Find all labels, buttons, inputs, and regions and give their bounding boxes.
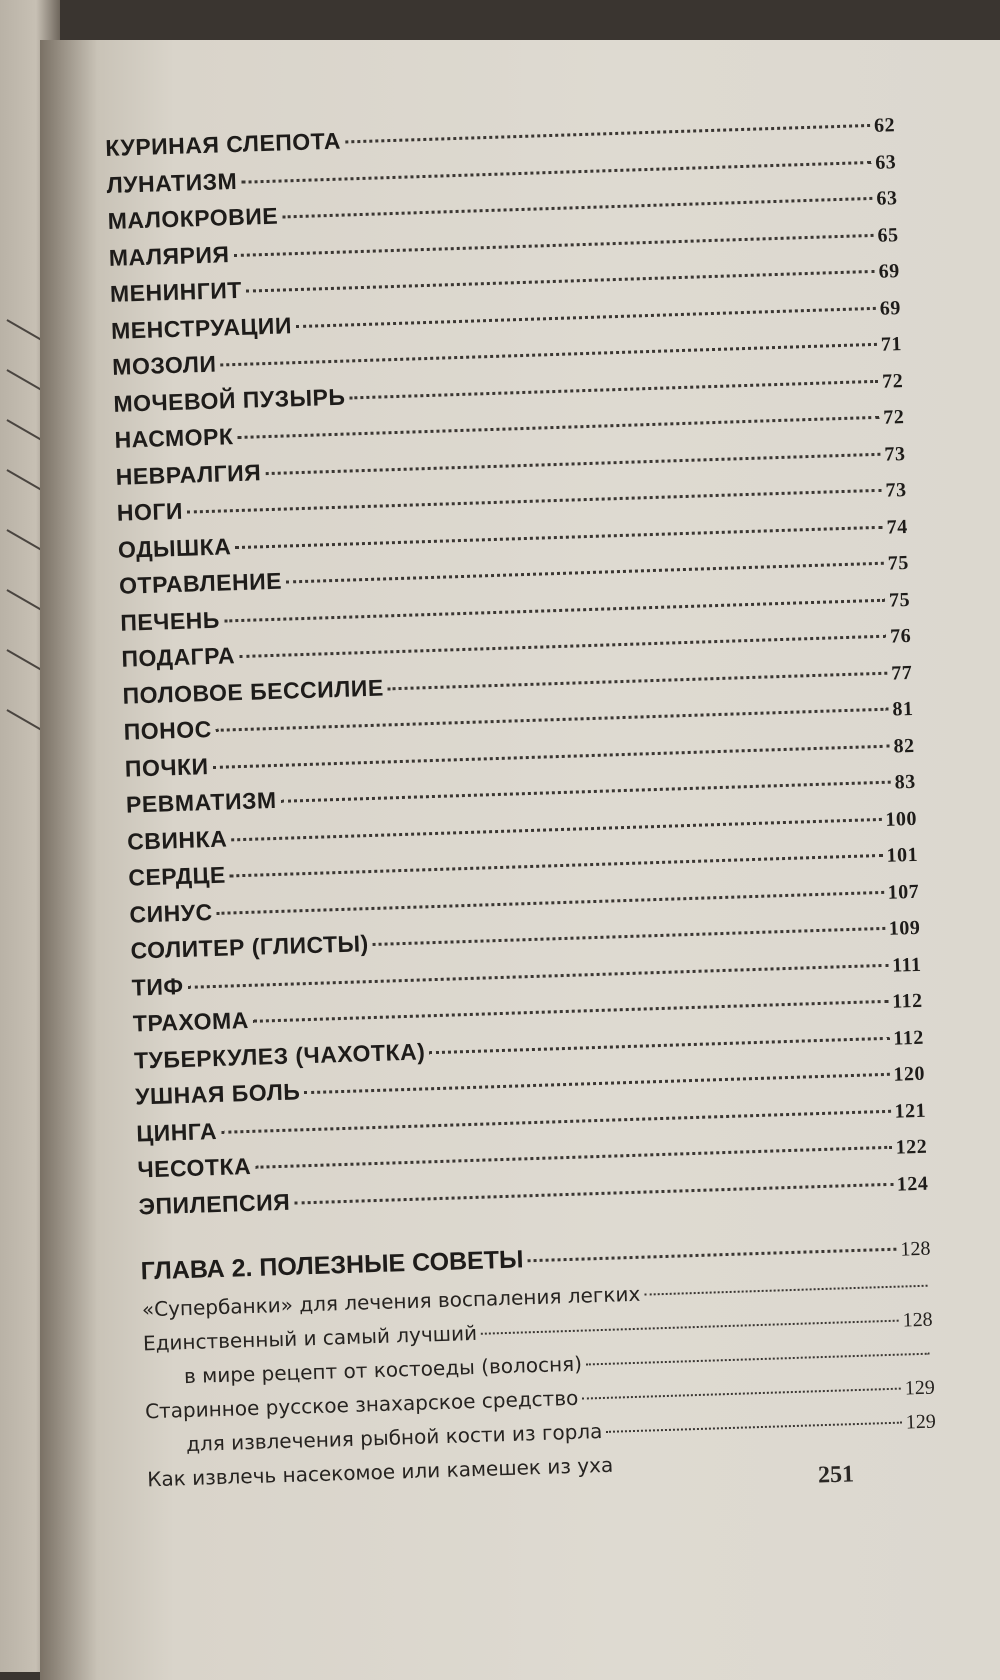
toc-entry-page: 69: [878, 260, 901, 283]
leader-dots: [429, 1036, 889, 1053]
leader-dots: [586, 1353, 930, 1366]
leader-dots: [373, 927, 885, 946]
leader-dots: [304, 1073, 889, 1094]
toc-entry-title: ПОДАГРА: [121, 642, 236, 672]
leader-dots: [241, 160, 871, 183]
advice-entry-page: 128: [902, 1308, 933, 1332]
toc-entry-page: 83: [894, 770, 917, 794]
leader-dots: [349, 379, 878, 399]
leader-dots: [527, 1248, 896, 1263]
leader-dots: [220, 343, 877, 367]
toc-entry-title: РЕВМАТИЗМ: [125, 786, 277, 818]
toc-entry-title: НОГИ: [116, 497, 184, 526]
toc-entry-title: СЕРДЦЕ: [127, 861, 227, 891]
leader-dots: [281, 781, 891, 803]
toc-entry-title: НЕВРАЛГИЯ: [115, 458, 262, 490]
page-number: 251: [817, 1461, 855, 1489]
toc-entry-title: СВИНКА: [126, 825, 228, 855]
toc-entry-page: 82: [893, 734, 915, 758]
toc-entry-title: МОЧЕВОЙ ПУЗЫРЬ: [113, 383, 346, 417]
advice-entry-title: Старинное русское знахарское средство: [144, 1385, 579, 1424]
toc-entry-page: 71: [880, 333, 903, 356]
toc-entry-page: 63: [876, 187, 898, 210]
toc-entry-page: 112: [891, 989, 923, 1013]
leader-dots: [294, 1182, 893, 1204]
leader-dots: [233, 233, 873, 256]
toc-entry-title: МОЗОЛИ: [111, 350, 217, 380]
leader-dots: [582, 1388, 901, 1400]
toc-entry-title: ЛУНАТИЗМ: [106, 167, 238, 198]
toc-entry-page: 73: [885, 479, 907, 502]
advice-entry-title: в мире рецепт от костоеды (волосня): [183, 1351, 583, 1389]
toc-entry-page: 74: [886, 515, 909, 539]
toc-entry-page: 122: [895, 1135, 928, 1159]
toc-entry-title: ЦИНГА: [135, 1117, 218, 1147]
toc-entry-title: МЕНИНГИТ: [109, 276, 243, 307]
toc-entry-page: 124: [896, 1172, 929, 1196]
leader-dots: [253, 1000, 888, 1023]
leader-dots: [286, 562, 884, 584]
toc-entry-title: НАСМОРК: [114, 423, 234, 453]
advice-entry-title: Как извлечь насекомое или камешек из уха: [146, 1452, 614, 1492]
toc-entry-title: КУРИНАЯ СЛЕПОТА: [105, 127, 342, 161]
toc-entry-title: ПЕЧЕНЬ: [119, 606, 221, 636]
table-of-contents: [105, 110, 938, 1501]
toc-entry-page: 63: [874, 150, 897, 174]
leader-dots: [230, 854, 883, 878]
chapter-title: ГЛАВА 2. ПОЛЕЗНЫЕ СОВЕТЫ: [140, 1245, 524, 1286]
toc-entry-page: 62: [873, 114, 896, 137]
toc-entry-title: ТУБЕРКУЛЕЗ (ЧАХОТКА): [133, 1037, 426, 1074]
toc-entry-page: 101: [886, 843, 919, 867]
toc-entry-title: ОДЫШКА: [117, 532, 232, 563]
toc-entry-page: 107: [887, 880, 920, 904]
toc-entry-page: 75: [887, 551, 910, 575]
advice-entry-page: 129: [904, 1376, 936, 1400]
toc-entry-title: МАЛЯРИЯ: [108, 240, 230, 271]
leader-dots: [239, 635, 886, 658]
leader-dots: [345, 124, 870, 144]
toc-entry-title: МЕНСТРУАЦИИ: [110, 311, 293, 344]
leader-dots: [296, 306, 876, 327]
leader-dots: [246, 270, 875, 293]
toc-entry-page: 121: [894, 1099, 927, 1123]
advice-entry-page: 129: [905, 1410, 937, 1434]
toc-entry-page: 100: [885, 807, 918, 831]
toc-entry-title: ЧЕСОТКА: [137, 1152, 252, 1183]
toc-entry-page: 111: [891, 953, 922, 977]
toc-entry-title: УШНАЯ БОЛЬ: [134, 1078, 301, 1110]
toc-entry-page: 72: [881, 369, 904, 393]
toc-entries: [105, 110, 929, 1229]
toc-entry-title: СИНУС: [129, 898, 214, 928]
toc-entry-title: ПОЧКИ: [124, 752, 209, 782]
toc-entry-title: СОЛИТЕР (ГЛИСТЫ): [130, 930, 370, 964]
toc-entry-title: ЭПИЛЕПСИЯ: [138, 1188, 291, 1219]
toc-entry-page: 75: [888, 588, 911, 612]
toc-entry-page: 76: [889, 624, 912, 648]
leader-dots: [644, 1285, 927, 1296]
toc-entry-page: 77: [890, 661, 913, 685]
toc-entry-page: 72: [882, 406, 905, 429]
toc-entry-page: 109: [888, 916, 921, 940]
toc-entry-page: 69: [879, 296, 902, 320]
leader-dots: [231, 817, 881, 840]
toc-entry-page: 120: [893, 1062, 926, 1086]
leader-dots: [235, 525, 883, 548]
toc-entry-title: МАЛОКРОВИЕ: [107, 202, 279, 234]
leader-dots: [265, 452, 880, 474]
toc-entry-page: 73: [884, 442, 906, 466]
toc-entry-page: 81: [892, 697, 914, 721]
advice-entry-title: «Супербанки» для лечения воспаления легких: [141, 1281, 641, 1322]
chapter-page: 128: [900, 1237, 931, 1261]
toc-entry-title: ОТРАВЛЕНИЕ: [118, 567, 283, 599]
leader-dots: [481, 1320, 899, 1335]
toc-entry-title: ПОНОС: [123, 715, 213, 745]
toc-entry-page: 65: [877, 223, 899, 247]
toc-entry-title: ПОЛОВОЕ БЕССИЛИЕ: [122, 674, 385, 709]
advice-entry-title: для извлечения рыбной кости из горла: [185, 1419, 603, 1457]
toc-entry-page: 112: [893, 1026, 925, 1050]
leader-dots: [255, 1146, 892, 1169]
advice-entry-title: Единственный и самый лучший: [142, 1320, 478, 1356]
toc-entry-title: ТИФ: [131, 972, 184, 1001]
toc-entry-title: ТРАХОМА: [132, 1006, 250, 1037]
leader-dots: [606, 1422, 902, 1433]
leader-dots: [237, 416, 879, 439]
leader-dots: [282, 197, 872, 219]
leader-dots: [388, 671, 888, 690]
